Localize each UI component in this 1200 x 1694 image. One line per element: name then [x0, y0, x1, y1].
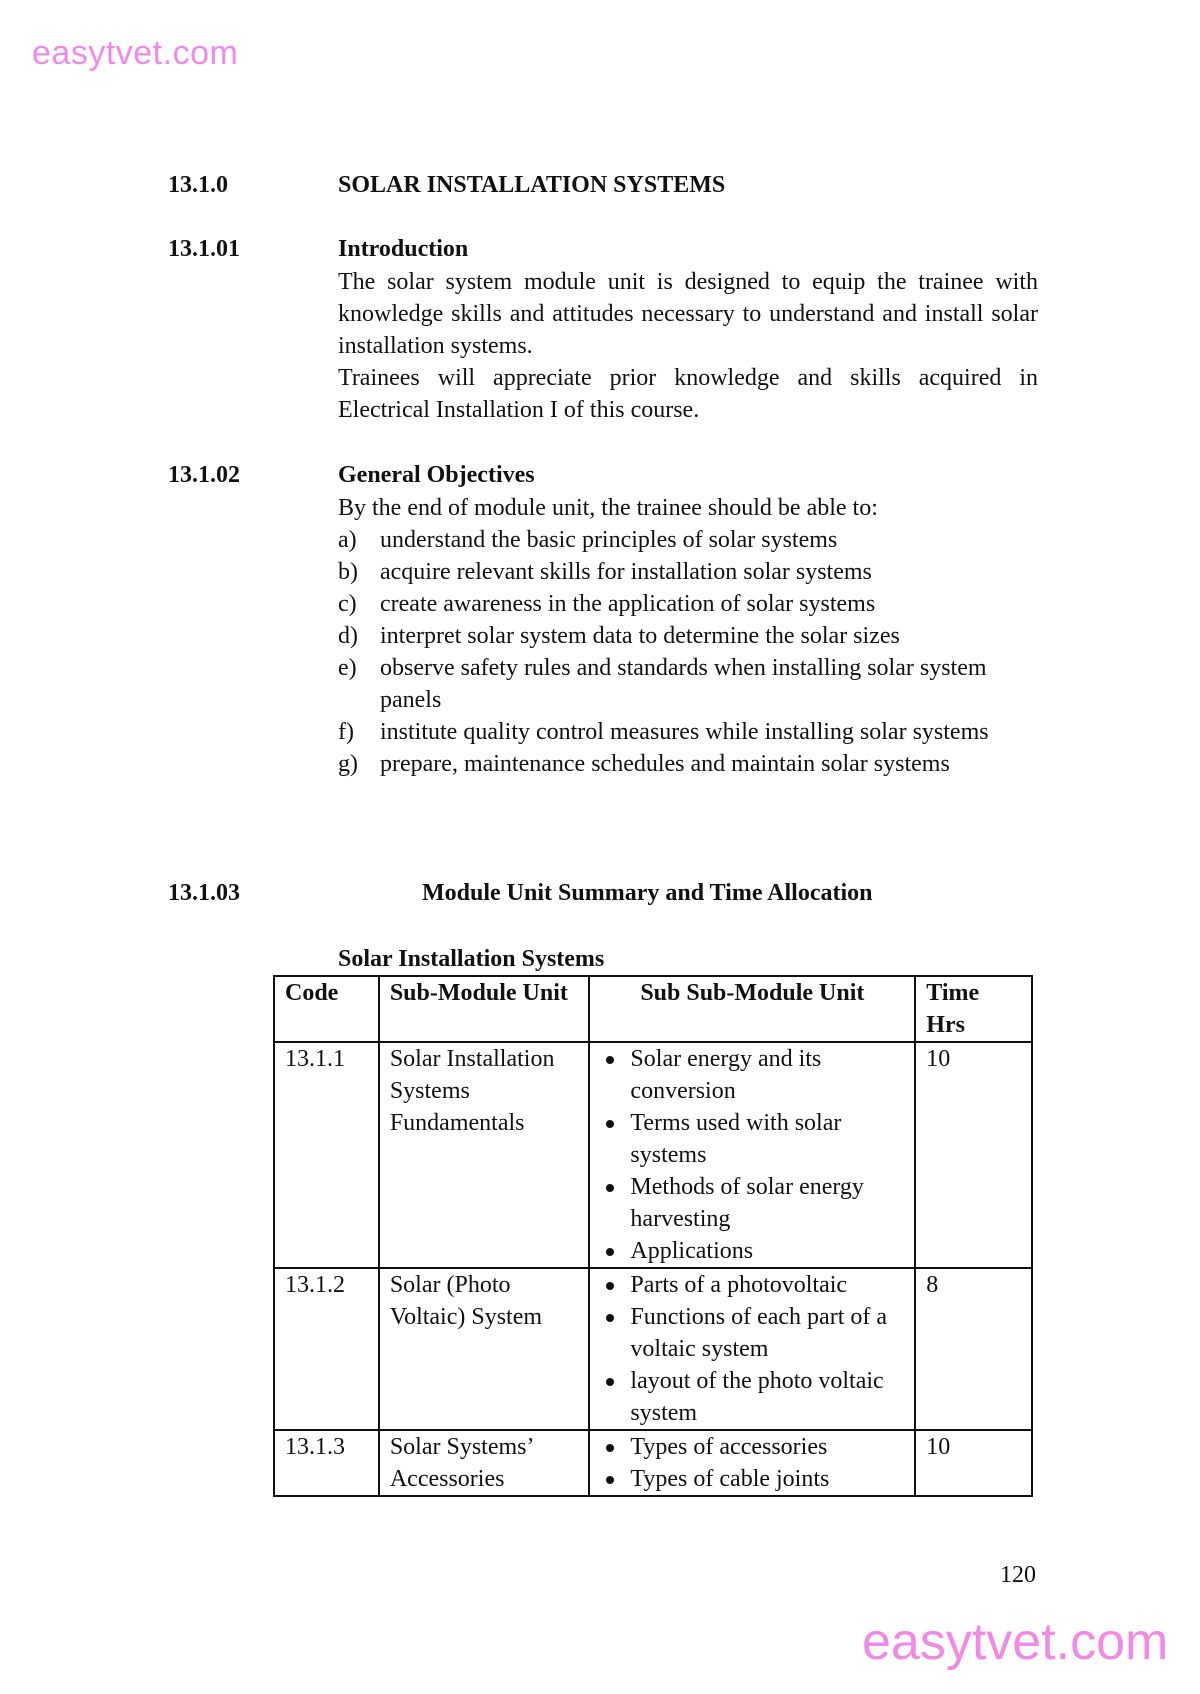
subunit-item: Types of accessories — [598, 1431, 904, 1463]
objective-text: create awareness in the application of solar systems — [380, 591, 876, 617]
introduction-paragraph-1: The solar system module unit is designed to equip the trainee with knowledge skills and attitudes necessary to understand and install solar installation systems. — [338, 269, 1038, 359]
objective-item — [338, 716, 1038, 748]
subunit-item: Solar energy and its conversion — [598, 1043, 904, 1107]
cell-hours: 10 — [915, 1042, 1032, 1268]
objective-item — [338, 588, 1038, 620]
objective-letter: b) — [338, 559, 358, 585]
table-row — [274, 1430, 1032, 1496]
cell-code: 13.1.2 — [274, 1268, 379, 1430]
objective-letter: g) — [338, 751, 358, 777]
column-header-sub-sub-module-unit: Sub Sub-Module Unit — [589, 976, 915, 1042]
objective-text: interpret solar system data to determine the solar sizes — [380, 623, 900, 649]
subunit-item: Parts of a photovoltaic — [598, 1269, 904, 1301]
objective-item — [338, 652, 1038, 716]
cell-subunits — [589, 1268, 915, 1430]
cell-subunits — [589, 1430, 915, 1496]
cell-subunits — [589, 1042, 915, 1268]
objective-text: understand the basic principles of solar systems — [380, 527, 838, 553]
cell-unit: Solar (Photo Voltaic) System — [379, 1268, 590, 1430]
table-header-row — [274, 976, 1032, 1042]
introduction-heading: Introduction — [338, 236, 469, 262]
section-number: 13.1.0 — [168, 172, 228, 198]
objective-letter: a) — [338, 527, 357, 553]
subunit-item: Methods of solar energy harvesting — [598, 1171, 904, 1235]
subunit-item: layout of the photo voltaic system — [598, 1365, 904, 1429]
cell-unit: Solar Systems’ Accessories — [379, 1430, 590, 1496]
objective-text: institute quality control measures while installing solar systems — [380, 719, 989, 745]
objectives-list — [338, 524, 1038, 780]
cell-hours: 10 — [915, 1430, 1032, 1496]
objectives-lead: By the end of module unit, the trainee should be able to: — [338, 495, 878, 521]
objective-letter: c) — [338, 591, 357, 617]
objective-item — [338, 556, 1038, 588]
column-header-code: Code — [274, 976, 379, 1042]
subunit-item: Types of cable joints — [598, 1463, 904, 1495]
subunit-item: Functions of each part of a voltaic system — [598, 1301, 904, 1365]
subunit-item: Terms used with solar systems — [598, 1107, 904, 1171]
objectives-heading: General Objectives — [338, 462, 535, 488]
summary-number: 13.1.03 — [168, 880, 240, 906]
objectives-number: 13.1.02 — [168, 462, 240, 488]
objective-item — [338, 620, 1038, 652]
objective-letter: e) — [338, 655, 357, 681]
objective-letter: d) — [338, 623, 358, 649]
page-number: 120 — [1000, 1562, 1036, 1588]
objective-text: observe safety rules and standards when installing solar system panels — [380, 655, 987, 713]
subunit-item: Applications — [598, 1235, 904, 1267]
objective-item — [338, 748, 1038, 780]
table-row — [274, 1268, 1032, 1430]
table-title: Solar Installation Systems — [338, 946, 605, 972]
watermark-bottom: easytvet.com — [862, 1613, 1169, 1671]
cell-code: 13.1.1 — [274, 1042, 379, 1268]
cell-unit: Solar Installation Systems Fundamentals — [379, 1042, 590, 1268]
introduction-number: 13.1.01 — [168, 236, 240, 262]
objective-text: acquire relevant skills for installation solar systems — [380, 559, 872, 585]
table-row — [274, 1042, 1032, 1268]
objective-letter: f) — [338, 719, 354, 745]
section-title: SOLAR INSTALLATION SYSTEMS — [338, 172, 726, 198]
column-header-sub-module-unit: Sub-Module Unit — [379, 976, 590, 1042]
summary-table — [273, 975, 1033, 1497]
watermark-top: easytvet.com — [32, 34, 239, 72]
cell-code: 13.1.3 — [274, 1430, 379, 1496]
introduction-paragraph-2: Trainees will appreciate prior knowledge and skills acquired in Electrical Installation I of this course. — [338, 365, 1038, 423]
cell-hours: 8 — [915, 1268, 1032, 1430]
column-header-time-hrs: Time Hrs — [915, 976, 1032, 1042]
objective-text: prepare, maintenance schedules and maintain solar systems — [380, 751, 950, 777]
objective-item — [338, 524, 1038, 556]
summary-heading: Module Unit Summary and Time Allocation — [422, 880, 873, 906]
